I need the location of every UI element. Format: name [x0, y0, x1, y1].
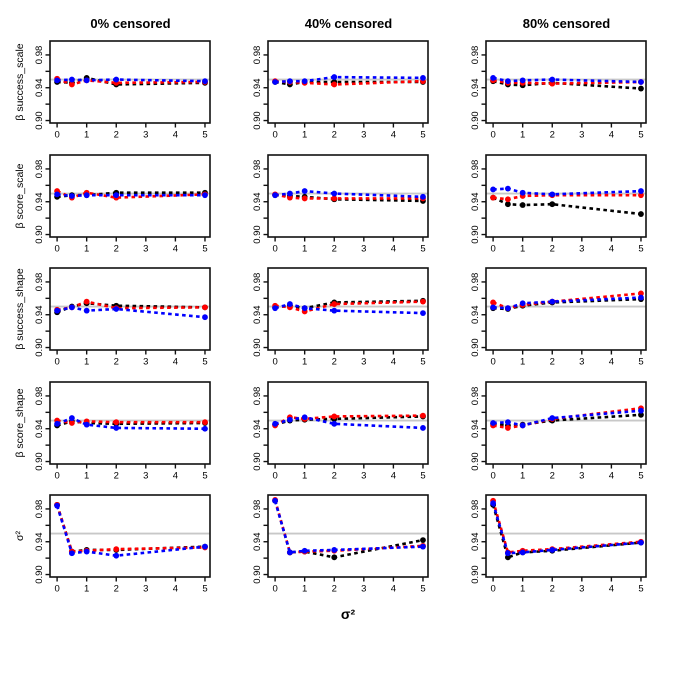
series-blue-point	[505, 305, 511, 311]
x-tick-label: 4	[172, 356, 179, 368]
series-blue-line	[493, 411, 641, 426]
series-blue-point	[69, 193, 75, 199]
x-tick-label: 3	[579, 243, 585, 255]
y-tick-label: 0.94	[252, 192, 263, 211]
x-tick-label: 3	[143, 129, 149, 141]
y-tick-label: 0.90	[34, 565, 45, 584]
series-red-point	[505, 196, 511, 202]
series-blue-point	[420, 544, 426, 550]
x-tick-label: 3	[579, 583, 585, 595]
x-tick-label: 3	[579, 356, 585, 368]
series-blue-point	[549, 547, 555, 553]
series-blue-point	[638, 408, 644, 414]
series-red-point	[331, 82, 337, 88]
x-tick-label: 5	[420, 356, 426, 368]
series-blue-point	[520, 77, 526, 83]
x-tick-label: 4	[390, 583, 397, 595]
series-blue-point	[505, 419, 511, 425]
series-blue-point	[69, 415, 75, 421]
x-tick-label: 4	[608, 470, 615, 482]
series-red-point	[302, 196, 308, 202]
y-tick-label: 0.94	[34, 192, 45, 211]
series-blue-point	[272, 79, 278, 85]
series-blue-point	[638, 540, 644, 546]
x-tick-label: 0	[490, 583, 496, 595]
series-red-point	[202, 419, 208, 425]
y-tick-label: 0.94	[34, 305, 45, 324]
series-blue-point	[490, 75, 496, 81]
series-blue-point	[202, 192, 208, 198]
x-tick-label: 2	[113, 129, 119, 141]
x-tick-label: 0	[490, 129, 496, 141]
panel-r0c2	[464, 37, 652, 141]
x-tick-label: 0	[490, 470, 496, 482]
y-tick-label: 0.94	[252, 78, 263, 97]
x-tick-label: 1	[84, 243, 90, 255]
x-tick-label: 1	[302, 470, 308, 482]
x-tick-label: 4	[172, 129, 179, 141]
x-tick-label: 5	[202, 129, 208, 141]
y-tick-label: 0.94	[252, 305, 263, 324]
x-tick-label: 1	[302, 243, 308, 255]
panel-r1c2	[464, 151, 652, 255]
y-axis-label-beta-success-shape: β success_shape	[14, 268, 26, 350]
x-tick-label: 0	[54, 243, 60, 255]
panel-r0c0	[28, 37, 216, 141]
y-tick-label: 0.94	[470, 419, 481, 438]
x-tick-label: 3	[143, 356, 149, 368]
series-blue-point	[302, 188, 308, 194]
series-red-line	[275, 500, 423, 552]
series-red-point	[113, 546, 119, 552]
y-tick-label: 0.98	[470, 272, 481, 292]
series-blue-point	[331, 74, 337, 80]
y-tick-label: 0.98	[252, 45, 263, 65]
series-black-line	[57, 505, 205, 552]
series-blue-point	[272, 192, 278, 198]
series-blue-point	[84, 308, 90, 314]
x-tick-label: 5	[638, 129, 644, 141]
y-tick-label: 0.98	[470, 386, 481, 406]
plot-box	[486, 495, 646, 577]
x-tick-label: 2	[331, 470, 337, 482]
series-blue-point	[113, 77, 119, 83]
series-blue-point	[272, 421, 278, 427]
y-tick-label: 0.98	[34, 386, 45, 406]
y-tick-label: 0.90	[34, 338, 45, 357]
x-tick-label: 2	[549, 583, 555, 595]
series-blue-point	[84, 422, 90, 428]
series-blue-point	[638, 295, 644, 301]
series-blue-point	[505, 186, 511, 192]
panel-r4c0	[28, 491, 216, 595]
x-tick-label: 3	[579, 129, 585, 141]
series-blue-point	[202, 314, 208, 320]
series-blue-point	[331, 547, 337, 553]
series-red-point	[331, 414, 337, 420]
y-tick-label: 0.98	[34, 45, 45, 65]
x-tick-label: 4	[172, 243, 179, 255]
series-red-point	[505, 425, 511, 431]
series-blue-point	[84, 549, 90, 555]
series-black-line	[493, 505, 641, 557]
series-blue-point	[113, 553, 119, 559]
x-tick-label: 4	[390, 243, 397, 255]
x-tick-label: 4	[608, 129, 615, 141]
series-blue-point	[420, 425, 426, 431]
y-tick-label: 0.98	[470, 159, 481, 179]
series-black-point	[638, 211, 644, 217]
series-red-point	[490, 195, 496, 201]
x-tick-label: 2	[331, 129, 337, 141]
panel-r2c1	[246, 264, 434, 368]
y-tick-label: 0.94	[470, 532, 481, 551]
x-tick-label: 1	[84, 129, 90, 141]
x-tick-label: 2	[549, 129, 555, 141]
series-blue-point	[54, 191, 60, 197]
x-tick-label: 3	[143, 470, 149, 482]
y-tick-label: 0.90	[470, 111, 481, 130]
x-tick-label: 1	[520, 243, 526, 255]
x-tick-label: 0	[490, 243, 496, 255]
y-tick-label: 0.90	[252, 452, 263, 471]
y-tick-label: 0.94	[34, 419, 45, 438]
x-tick-label: 0	[54, 129, 60, 141]
panel-r0c1	[246, 37, 434, 141]
y-tick-label: 0.90	[34, 111, 45, 130]
x-tick-label: 5	[638, 583, 644, 595]
series-blue-point	[287, 550, 293, 556]
y-tick-label: 0.90	[252, 225, 263, 244]
y-tick-label: 0.90	[252, 338, 263, 357]
x-tick-label: 1	[520, 356, 526, 368]
series-blue-point	[549, 77, 555, 83]
x-tick-label: 3	[579, 470, 585, 482]
x-tick-label: 4	[608, 583, 615, 595]
series-blue-point	[69, 304, 75, 310]
series-blue-point	[490, 187, 496, 193]
series-blue-point	[272, 498, 278, 504]
series-blue-line	[493, 503, 641, 553]
y-tick-label: 0.98	[34, 499, 45, 519]
x-tick-label: 2	[113, 470, 119, 482]
x-tick-label: 1	[520, 470, 526, 482]
y-tick-label: 0.90	[470, 452, 481, 471]
series-blue-point	[331, 421, 337, 427]
x-tick-label: 0	[54, 470, 60, 482]
series-blue-point	[302, 305, 308, 311]
series-blue-point	[490, 500, 496, 506]
series-blue-point	[54, 77, 60, 83]
x-tick-label: 4	[608, 356, 615, 368]
x-tick-label: 0	[272, 470, 278, 482]
x-tick-label: 0	[272, 583, 278, 595]
plot-box	[268, 382, 428, 464]
y-axis-label-beta-score-scale: β score_scale	[14, 163, 26, 229]
x-tick-label: 3	[361, 470, 367, 482]
x-tick-label: 3	[361, 243, 367, 255]
y-tick-label: 0.90	[470, 338, 481, 357]
x-tick-label: 2	[113, 583, 119, 595]
x-tick-label: 5	[638, 470, 644, 482]
series-blue-point	[202, 78, 208, 84]
y-tick-label: 0.98	[34, 159, 45, 179]
y-tick-label: 0.90	[252, 565, 263, 584]
panel-r4c1	[246, 491, 434, 595]
y-tick-label: 0.94	[470, 192, 481, 211]
series-blue-point	[549, 415, 555, 421]
x-tick-label: 3	[143, 243, 149, 255]
x-tick-label: 0	[272, 129, 278, 141]
series-blue-point	[520, 423, 526, 429]
series-blue-point	[490, 304, 496, 310]
y-tick-label: 0.90	[252, 111, 263, 130]
panel-r2c2	[464, 264, 652, 368]
x-tick-label: 2	[113, 243, 119, 255]
series-blue-point	[84, 192, 90, 198]
series-blue-line	[275, 417, 423, 428]
plot-box	[268, 495, 428, 577]
x-tick-label: 1	[302, 356, 308, 368]
x-tick-label: 2	[331, 356, 337, 368]
series-blue-point	[202, 544, 208, 550]
series-blue-point	[302, 548, 308, 554]
x-tick-label: 2	[549, 356, 555, 368]
series-blue-line	[275, 501, 423, 553]
series-red-line	[493, 195, 641, 199]
plot-box	[50, 495, 210, 577]
panel-r1c1	[246, 151, 434, 255]
series-blue-point	[287, 417, 293, 423]
series-red-point	[113, 419, 119, 425]
x-tick-label: 1	[520, 129, 526, 141]
y-tick-label: 0.94	[252, 419, 263, 438]
x-tick-label: 0	[490, 356, 496, 368]
x-tick-label: 4	[172, 583, 179, 595]
panel-r3c0	[28, 378, 216, 482]
series-blue-point	[113, 425, 119, 431]
y-axis-label-beta-score-shape: β score_shape	[14, 388, 26, 458]
series-red-point	[84, 299, 90, 305]
panel-r3c1	[246, 378, 434, 482]
series-black-point	[549, 201, 555, 207]
x-tick-label: 0	[272, 243, 278, 255]
series-blue-point	[331, 191, 337, 197]
x-tick-label: 0	[54, 583, 60, 595]
series-blue-point	[302, 414, 308, 420]
y-tick-label: 0.90	[470, 225, 481, 244]
x-tick-label: 5	[638, 243, 644, 255]
series-blue-point	[113, 306, 119, 312]
x-tick-label: 4	[608, 243, 615, 255]
series-red-point	[420, 413, 426, 419]
panel-r4c2	[464, 491, 652, 595]
panel-r2c0	[28, 264, 216, 368]
y-tick-label: 0.94	[470, 78, 481, 97]
x-axis-label-sigma-squared: σ²	[340, 606, 356, 622]
series-blue-point	[420, 75, 426, 81]
x-tick-label: 5	[420, 583, 426, 595]
series-blue-point	[331, 308, 337, 314]
series-blue-point	[202, 426, 208, 432]
y-axis-label-sigma-squared: σ²	[14, 531, 26, 541]
series-blue-point	[287, 78, 293, 84]
x-tick-label: 4	[172, 470, 179, 482]
series-blue-point	[490, 420, 496, 426]
x-tick-label: 2	[331, 583, 337, 595]
series-blue-point	[549, 191, 555, 197]
series-blue-point	[520, 550, 526, 556]
x-tick-label: 5	[202, 243, 208, 255]
series-red-point	[420, 299, 426, 305]
x-tick-label: 5	[420, 243, 426, 255]
x-tick-label: 5	[420, 129, 426, 141]
series-blue-point	[69, 77, 75, 83]
x-tick-label: 5	[420, 470, 426, 482]
x-tick-label: 1	[520, 583, 526, 595]
series-blue-point	[84, 77, 90, 83]
y-tick-label: 0.98	[34, 272, 45, 292]
y-tick-label: 0.94	[34, 532, 45, 551]
y-tick-label: 0.98	[470, 45, 481, 65]
x-tick-label: 5	[638, 356, 644, 368]
y-tick-label: 0.90	[34, 452, 45, 471]
y-tick-label: 0.98	[252, 386, 263, 406]
y-tick-label: 0.94	[252, 532, 263, 551]
series-blue-point	[113, 192, 119, 198]
series-blue-point	[54, 421, 60, 427]
series-red-point	[202, 304, 208, 310]
series-black-point	[520, 202, 526, 208]
x-tick-label: 3	[361, 129, 367, 141]
y-axis-label-beta-success-scale: β success_scale	[14, 43, 26, 121]
series-blue-point	[69, 550, 75, 556]
series-blue-point	[505, 78, 511, 84]
y-tick-label: 0.94	[470, 305, 481, 324]
series-blue-point	[272, 305, 278, 311]
column-title-80pct-censored: 80% censored	[522, 16, 611, 31]
y-tick-label: 0.98	[470, 499, 481, 519]
x-tick-label: 3	[361, 356, 367, 368]
series-blue-point	[287, 191, 293, 197]
column-title-0pct-censored: 0% censored	[90, 16, 171, 31]
y-tick-label: 0.98	[252, 159, 263, 179]
x-tick-label: 2	[331, 243, 337, 255]
series-black-point	[331, 554, 337, 560]
series-blue-point	[302, 78, 308, 84]
x-tick-label: 1	[302, 583, 308, 595]
series-red-point	[331, 301, 337, 307]
y-tick-label: 0.90	[470, 565, 481, 584]
series-blue-point	[638, 79, 644, 85]
y-tick-label: 0.98	[252, 499, 263, 519]
x-tick-label: 3	[361, 583, 367, 595]
series-blue-point	[520, 190, 526, 196]
series-blue-point	[420, 194, 426, 200]
x-tick-label: 5	[202, 583, 208, 595]
series-black-line	[493, 198, 641, 214]
series-blue-point	[549, 299, 555, 305]
series-blue-point	[638, 188, 644, 194]
x-tick-label: 0	[272, 356, 278, 368]
x-tick-label: 2	[549, 243, 555, 255]
y-tick-label: 0.98	[252, 272, 263, 292]
series-red-line	[57, 505, 205, 552]
x-tick-label: 4	[390, 356, 397, 368]
column-title-40pct-censored: 40% censored	[304, 16, 393, 31]
series-blue-point	[420, 310, 426, 316]
series-black-point	[638, 86, 644, 92]
panel-r3c2	[464, 378, 652, 482]
y-tick-label: 0.90	[34, 225, 45, 244]
x-tick-label: 4	[390, 129, 397, 141]
x-tick-label: 0	[54, 356, 60, 368]
series-blue-point	[54, 308, 60, 314]
x-tick-label: 2	[549, 470, 555, 482]
x-tick-label: 1	[302, 129, 308, 141]
series-black-point	[420, 537, 426, 543]
x-tick-label: 4	[390, 470, 397, 482]
x-tick-label: 1	[84, 470, 90, 482]
series-blue-point	[505, 550, 511, 556]
x-tick-label: 2	[113, 356, 119, 368]
x-tick-label: 1	[84, 583, 90, 595]
x-tick-label: 5	[202, 356, 208, 368]
x-tick-label: 5	[202, 470, 208, 482]
y-tick-label: 0.94	[34, 78, 45, 97]
series-blue-point	[520, 300, 526, 306]
series-blue-point	[54, 503, 60, 509]
panel-r1c0	[28, 151, 216, 255]
x-tick-label: 1	[84, 356, 90, 368]
x-tick-label: 3	[143, 583, 149, 595]
series-blue-point	[287, 301, 293, 307]
